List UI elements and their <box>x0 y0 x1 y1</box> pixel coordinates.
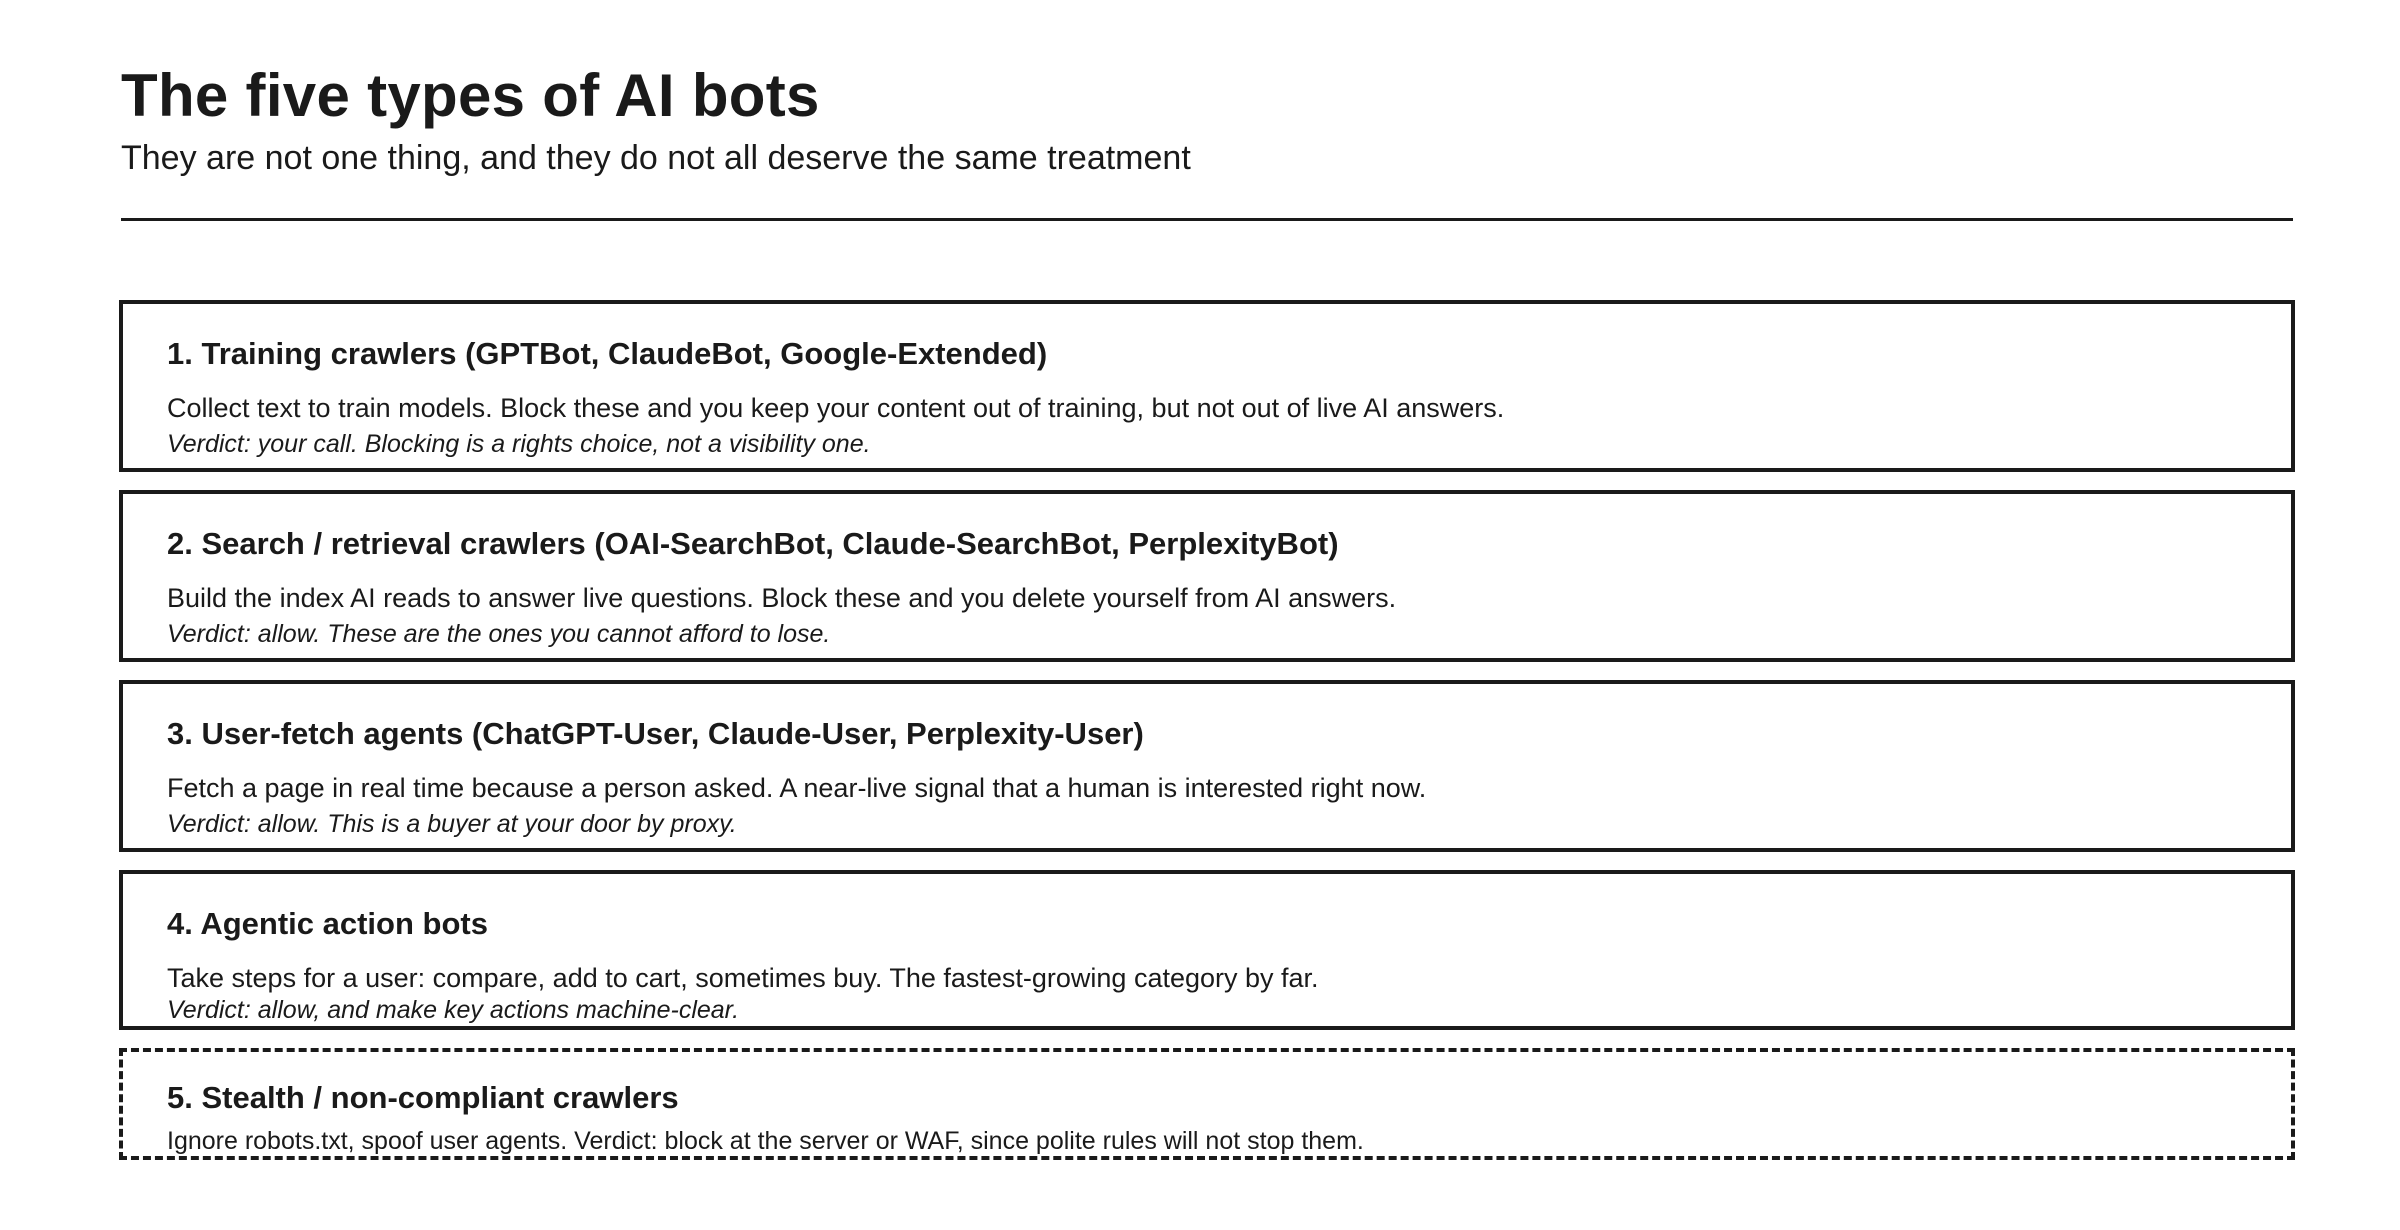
card-description: Ignore robots.txt, spoof user agents. Verdict: block at the server or WAF, since polite rules will not stop them. <box>167 1127 1364 1155</box>
card-title: 1. Training crawlers (GPTBot, ClaudeBot, Google-Extended) <box>167 336 1048 371</box>
card-title: 3. User-fetch agents (ChatGPT-User, Claude-User, Perplexity-User) <box>167 716 1144 751</box>
card-description: Build the index AI reads to answer live questions. Block these and you delete yourself from AI answers. <box>167 583 1397 613</box>
card-verdict: Verdict: allow. These are the ones you cannot afford to lose. <box>167 620 831 648</box>
card-title: 2. Search / retrieval crawlers (OAI-SearchBot, Claude-SearchBot, PerplexityBot) <box>167 526 1339 561</box>
card-title: 5. Stealth / non-compliant crawlers <box>167 1080 679 1115</box>
bot-type-card-user-fetch-agents <box>119 680 2295 852</box>
card-description: Take steps for a user: compare, add to cart, sometimes buy. The fastest-growing category by far. <box>167 963 1319 993</box>
card-verdict: Verdict: your call. Blocking is a rights choice, not a visibility one. <box>167 430 871 458</box>
card-verdict: Verdict: allow. This is a buyer at your door by proxy. <box>167 810 737 838</box>
page-header <box>121 56 2293 180</box>
page-subtitle: They are not one thing, and they do not all deserve the same treatment <box>121 139 1191 177</box>
bot-type-card-stealth-crawlers <box>119 1048 2295 1160</box>
page-title: The five types of AI bots <box>121 62 820 129</box>
header-divider <box>121 218 2293 221</box>
bot-type-card-search-retrieval-crawlers <box>119 490 2295 662</box>
card-description: Collect text to train models. Block these and you keep your content out of training, but not out of live AI answers. <box>167 393 1505 423</box>
card-verdict: Verdict: allow, and make key actions machine-clear. <box>167 996 740 1024</box>
bot-type-card-agentic-action-bots <box>119 870 2295 1030</box>
card-title: 4. Agentic action bots <box>167 906 488 941</box>
card-description: Fetch a page in real time because a person asked. A near-live signal that a human is interested right now. <box>167 773 1427 803</box>
bot-type-card-training-crawlers <box>119 300 2295 472</box>
